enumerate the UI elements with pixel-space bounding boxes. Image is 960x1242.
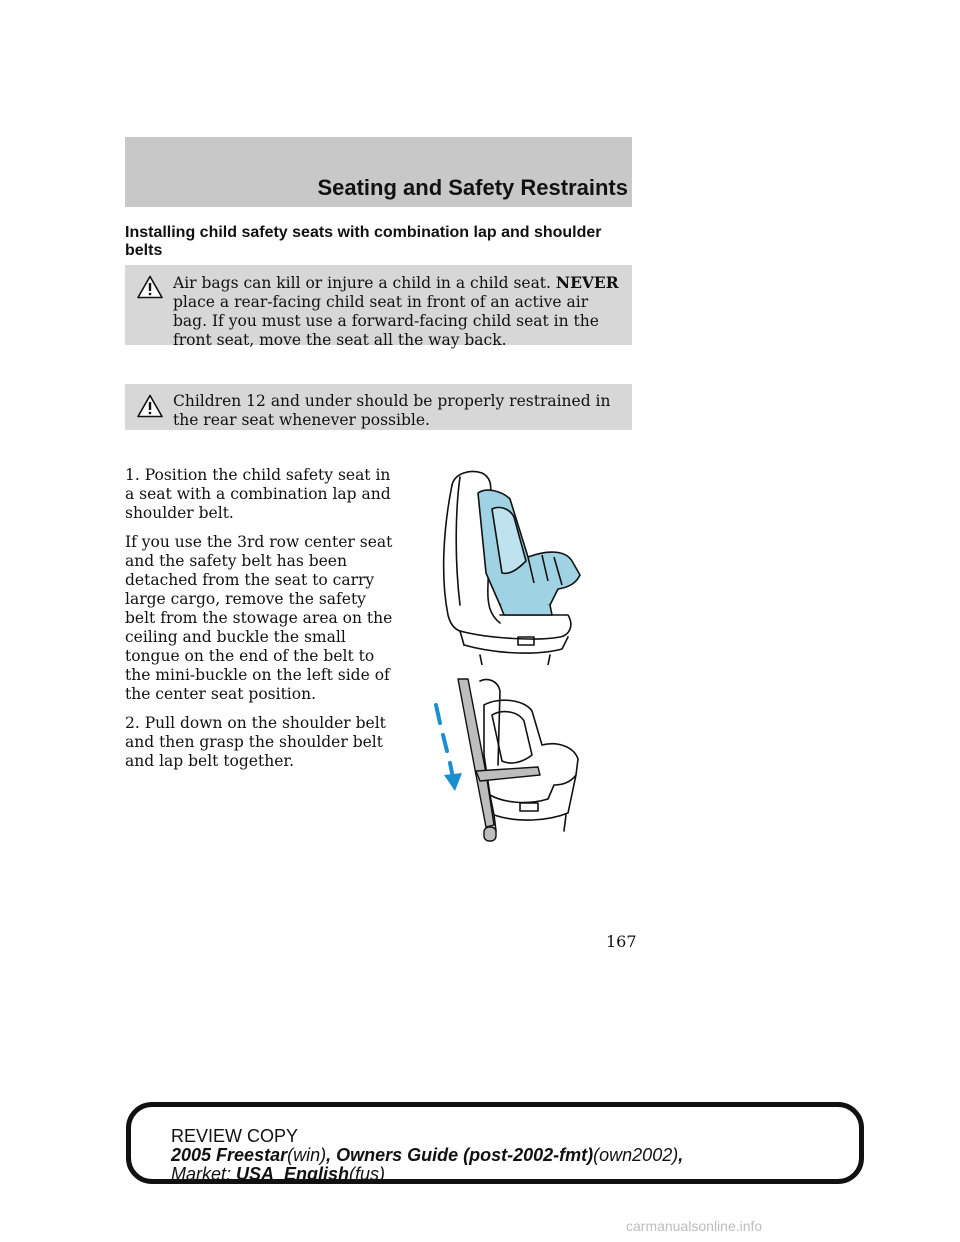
warning-triangle-icon: [137, 275, 163, 299]
review-label: REVIEW COPY: [171, 1126, 299, 1146]
warning-triangle-icon: [137, 394, 163, 418]
market-line: Market: USA_English(fus): [171, 1164, 386, 1184]
instructions: [125, 466, 395, 781]
review-copy-footer: [126, 1102, 864, 1184]
watermark: carmanualsonline.info: [626, 1218, 763, 1234]
warning-text-1: Air bags can kill or injure a child in a child seat. NEVER place a rear-facing child seat in front of an active air bag. If you must use a forward-facing child seat in the front seat, move the seat all the way back.: [173, 273, 619, 349]
step-note-3rd-row: If you use the 3rd row center seat and the safety belt has been detached from the seat to carry large cargo, remove the safety belt from the stowage area on the ceiling and buckle the small tongue on the end of the belt to the mini-buckle on the left side of the center seat position.: [125, 533, 393, 703]
page-number: 167: [606, 932, 637, 951]
belt-pull-illustration: [428, 675, 593, 845]
model-line: 2005 Freestar(win), Owners Guide (post-2002-fmt)(own2002),: [171, 1145, 684, 1165]
down-arrow-icon: [444, 773, 462, 791]
header-band: [125, 137, 632, 207]
step-2: 2. Pull down on the shoulder belt and then grasp the shoulder belt and lap belt together.: [125, 714, 386, 770]
step-1: 1. Position the child safety seat in a seat with a combination lap and shoulder belt.: [125, 466, 391, 522]
child-seat-illustration: [430, 465, 590, 665]
never-emphasis: NEVER: [555, 273, 619, 292]
warning-text-2: Children 12 and under should be properly restrained in the rear seat whenever possible.: [173, 392, 611, 429]
warning-box-airbag: [125, 265, 632, 349]
page-section-title: Seating and Safety Restraints: [317, 175, 628, 200]
section-heading: Installing child safety seats with combination lap and shoulder belts: [125, 224, 602, 259]
warning-box-children: [125, 384, 632, 430]
